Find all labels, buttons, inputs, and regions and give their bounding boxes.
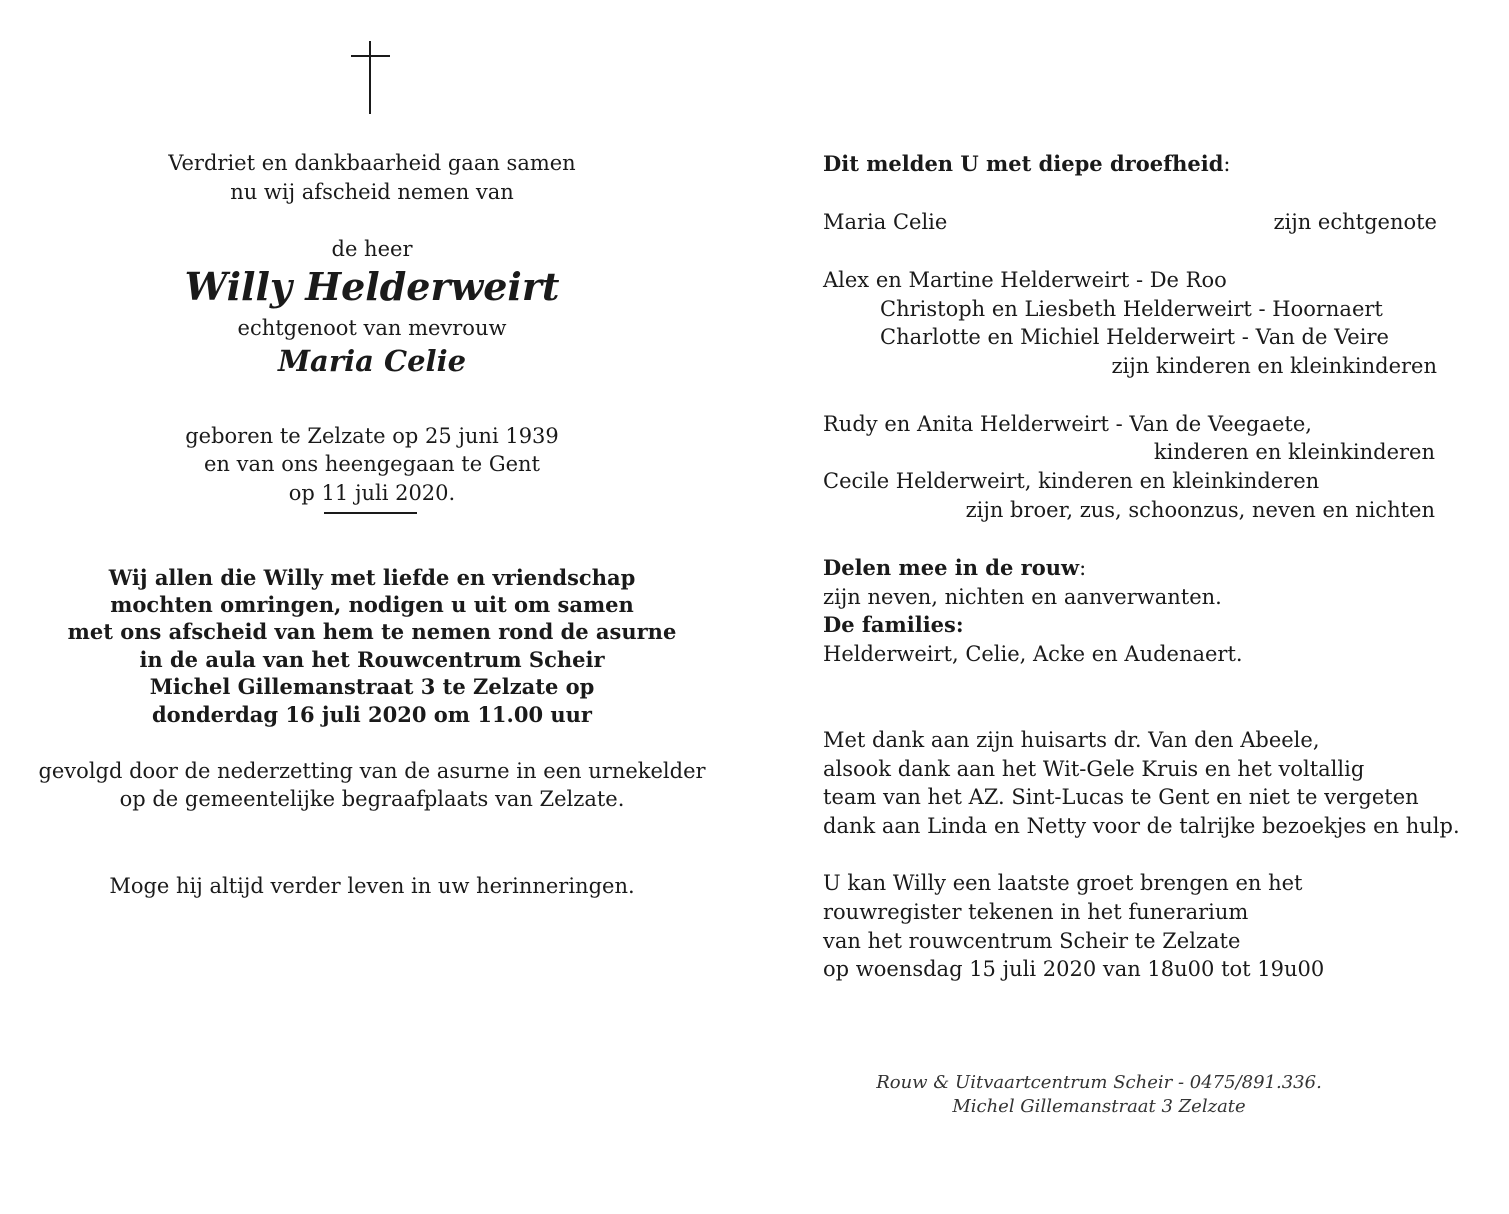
honorific: de heer [331,237,413,261]
birth-line: geboren te Zelzate op 25 juni 1939 [185,424,559,448]
children-relation: zijn kinderen en kleinkinderen [1111,354,1437,378]
invitation-line: Michel Gillemanstraat 3 te Zelzate op [149,674,595,699]
footer-line-1: Rouw & Uitvaartcentrum Scheir - 0475/891.336. [876,1072,1322,1093]
intro-line-1: Verdriet en dankbaarheid gaan samen [168,151,576,175]
visit-line: van het rouwcentrum Scheir te Zelzate [823,929,1241,953]
invitation-line: donderdag 16 juli 2020 om 11.00 uur [152,702,592,727]
families-text: Helderweirt, Celie, Acke en Audenaert. [823,642,1243,666]
thanks-line: dank aan Linda en Netty voor de talrijke bezoekjes en hulp. [823,814,1460,838]
grandchild-entry: Charlotte en Michiel Helderweirt - Van de Veire [880,325,1389,349]
burial-line-2: op de gemeentelijke begraafplaats van Zelzate. [119,787,625,811]
share-bold: Delen mee in de rouw [823,555,1080,580]
invitation-line: in de aula van het Rouwcentrum Scheir [139,647,605,672]
spouse-relation: zijn echtgenote [1273,210,1437,234]
intro-line-2: nu wij afscheid nemen van [230,180,514,204]
share-colon: : [1079,556,1087,580]
announcement-colon: : [1223,152,1231,176]
thanks-line: alsook dank aan het Wit-Gele Kruis en het voltallig [823,757,1365,781]
thanks-line: Met dank aan zijn huisarts dr. Van den Abeele, [823,728,1320,752]
families-heading: De families: [823,612,964,637]
visit-line: rouwregister tekenen in het funerarium [823,900,1249,924]
announcement-bold: Dit melden U met diepe droefheid [823,151,1224,176]
sibling-entry: Cecile Helderweirt, kinderen en kleinkinderen [823,469,1320,493]
share-heading [823,554,1086,582]
divider [324,512,417,514]
spouse-intro: echtgenoot van mevrouw [237,316,507,340]
visit-line: U kan Willy een laatste groet brengen en het [823,871,1303,895]
spouse-name: Maria Celie [277,344,467,378]
deceased-name: Willy Helderweirt [184,264,560,309]
footer-line-2: Michel Gillemanstraat 3 Zelzate [952,1096,1246,1117]
burial-line-1: gevolgd door de nederzetting van de asurne in een urnekelder [38,759,706,783]
child-entry: Alex en Martine Helderweirt - De Roo [823,268,1227,292]
grandchild-entry: Christoph en Liesbeth Helderweirt - Hoornaert [880,297,1383,321]
thanks-line: team van het AZ. Sint-Lucas te Gent en niet te vergeten [823,785,1419,809]
share-text: zijn neven, nichten en aanverwanten. [823,585,1222,609]
sibling-entry: Rudy en Anita Helderweirt - Van de Veegaete, [823,412,1312,436]
siblings-relation: zijn broer, zus, schoonzus, neven en nichten [965,498,1435,522]
sibling-sub: kinderen en kleinkinderen [1153,440,1435,464]
invitation-line: mochten omringen, nodigen u uit om samen [110,592,634,617]
visit-line: op woensdag 15 juli 2020 van 18u00 tot 19u00 [823,957,1325,981]
closing-line: Moge hij altijd verder leven in uw herinneringen. [109,874,635,898]
announcement [823,150,1231,178]
invitation-line: met ons afscheid van hem te nemen rond de asurne [67,619,677,644]
spouse-entry: Maria Celie [823,210,948,234]
death-line-2: op 11 juli 2020. [288,481,456,505]
death-line-1: en van ons heengegaan te Gent [204,452,540,476]
invitation-line: Wij allen die Willy met liefde en vriendschap [108,565,636,590]
